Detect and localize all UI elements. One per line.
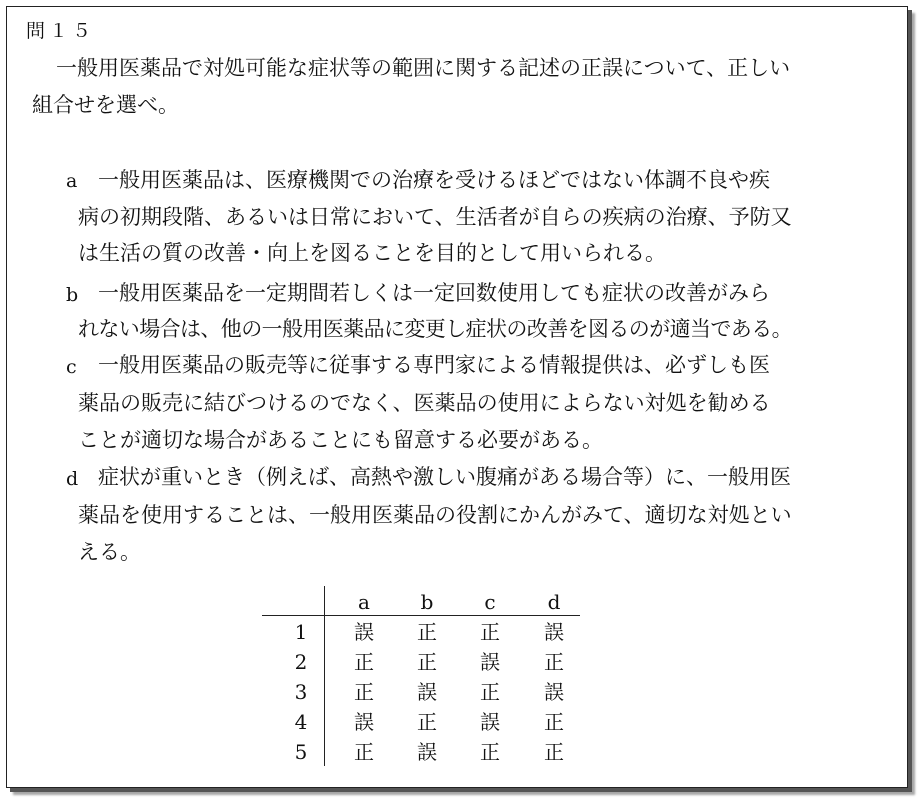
answer-row-2-c: 誤 xyxy=(480,650,500,674)
statement-b-label: b xyxy=(66,284,79,306)
answer-row-2-d: 正 xyxy=(544,650,564,674)
answer-table-header-rule xyxy=(262,615,580,616)
answer-table-header-c: c xyxy=(484,590,496,614)
answer-row-2-number: 2 xyxy=(294,650,308,674)
statement-a-label: a xyxy=(66,170,78,192)
statement-b-line-2: れない場合は、他の一般用医薬品に変更し症状の改善を図るのが適当である。 xyxy=(78,317,792,341)
answer-row-1-a: 誤 xyxy=(354,620,374,644)
answer-row-3-d: 誤 xyxy=(544,680,564,704)
question-number: 問１５ xyxy=(26,20,96,42)
answer-row-3-a: 正 xyxy=(354,680,374,704)
answer-row-5-number: 5 xyxy=(294,740,308,764)
statement-c-label: c xyxy=(66,356,77,378)
answer-row-4-c: 誤 xyxy=(480,710,500,734)
statement-d-line-2: 薬品を使用することは、一般用医薬品の役割にかんがみて、適切な対処とい xyxy=(78,503,792,527)
answer-row-1-b: 正 xyxy=(417,620,437,644)
answer-row-4-b: 正 xyxy=(417,710,437,734)
statement-a-line-1: 一般用医薬品は、医療機関での治療を受けるほどではない体調不良や疾 xyxy=(98,168,770,192)
answer-row-5-b: 誤 xyxy=(417,740,437,764)
answer-row-5-d: 正 xyxy=(544,740,564,764)
answer-row-5-a: 正 xyxy=(354,740,374,764)
answer-row-3-c: 正 xyxy=(480,680,500,704)
answer-row-5-c: 正 xyxy=(480,740,500,764)
statement-c-line-1: 一般用医薬品の販売等に従事する専門家による情報提供は、必ずしも医 xyxy=(98,353,770,377)
statement-d-line-1: 症状が重いとき（例えば、高熱や激しい腹痛がある場合等）に、一般用医 xyxy=(98,465,791,489)
answer-table-header-b: b xyxy=(420,590,434,614)
statement-d-label: d xyxy=(66,468,79,490)
answer-row-1-number: 1 xyxy=(294,620,308,644)
answer-row-3-b: 誤 xyxy=(417,680,437,704)
question-stem-line-1: 一般用医薬品で対処可能な症状等の範囲に関する記述の正誤について、正しい xyxy=(56,56,791,80)
answer-row-2-a: 正 xyxy=(354,650,374,674)
answer-table-header-d: d xyxy=(547,590,561,614)
answer-row-4-number: 4 xyxy=(294,710,308,734)
statement-b-line-1: 一般用医薬品を一定期間若しくは一定回数使用しても症状の改善がみら xyxy=(98,281,770,305)
answer-row-4-d: 正 xyxy=(544,710,564,734)
answer-row-2-b: 正 xyxy=(417,650,437,674)
answer-row-1-c: 正 xyxy=(480,620,500,644)
question-stem-line-2: 組合せを選べ。 xyxy=(32,93,179,117)
answer-row-4-a: 誤 xyxy=(354,710,374,734)
answer-table xyxy=(262,578,582,768)
statement-c-line-2: 薬品の販売に結びつけるのでなく、医薬品の使用によらない対処を勧める xyxy=(78,391,771,415)
answer-table-header-a: a xyxy=(358,590,370,614)
answer-row-1-d: 誤 xyxy=(544,620,564,644)
answer-table-vertical-rule xyxy=(324,586,325,766)
statement-a-line-3: は生活の質の改善・向上を図ることを目的として用いられる。 xyxy=(78,241,666,265)
statement-c-line-3: ことが適切な場合があることにも留意する必要がある。 xyxy=(78,428,603,452)
answer-row-3-number: 3 xyxy=(294,680,308,704)
statement-d-line-3: える。 xyxy=(78,540,141,564)
statement-a-line-2: 病の初期段階、あるいは日常において、生活者が自らの疾病の治療、予防又 xyxy=(78,205,792,229)
